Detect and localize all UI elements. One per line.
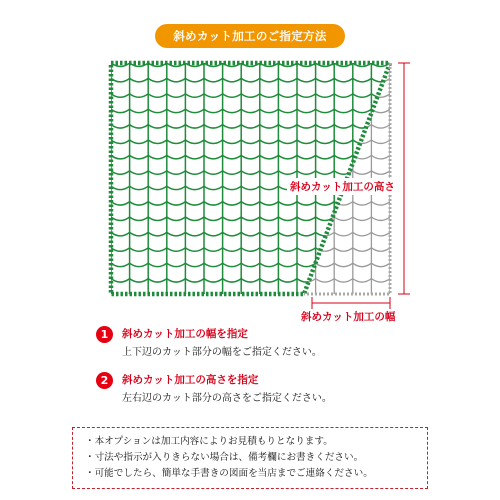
note-item: ・可能でしたら、簡単な手書きの図面を当店までご連絡ください。 — [85, 468, 373, 479]
step-description: 上下辺のカット部分の幅をご指定ください。 — [122, 347, 322, 358]
height-label: 斜めカット加工の高さ — [287, 178, 398, 195]
note-item: ・本オプションは加工内容によりお見積もりとなります。 — [85, 436, 333, 447]
width-label: 斜めカット加工の幅 — [298, 309, 398, 324]
note-item: ・寸法や指示が入りきらない場合は、備考欄にお書きください。 — [85, 452, 364, 463]
step-number-badge: 1 — [96, 326, 113, 343]
notes-box — [72, 427, 428, 489]
diagram-title: 斜めカット加工のご指定方法 — [155, 24, 345, 48]
step-description: 左右辺のカット部分の高さをご指定ください。 — [122, 393, 332, 404]
step-number-badge: 2 — [96, 372, 113, 389]
height-dimension-line — [398, 63, 410, 294]
step-title: 斜めカット加工の高さを指定 — [122, 374, 259, 386]
width-dimension-line — [312, 297, 390, 309]
step-title: 斜めカット加工の幅を指定 — [122, 328, 248, 340]
